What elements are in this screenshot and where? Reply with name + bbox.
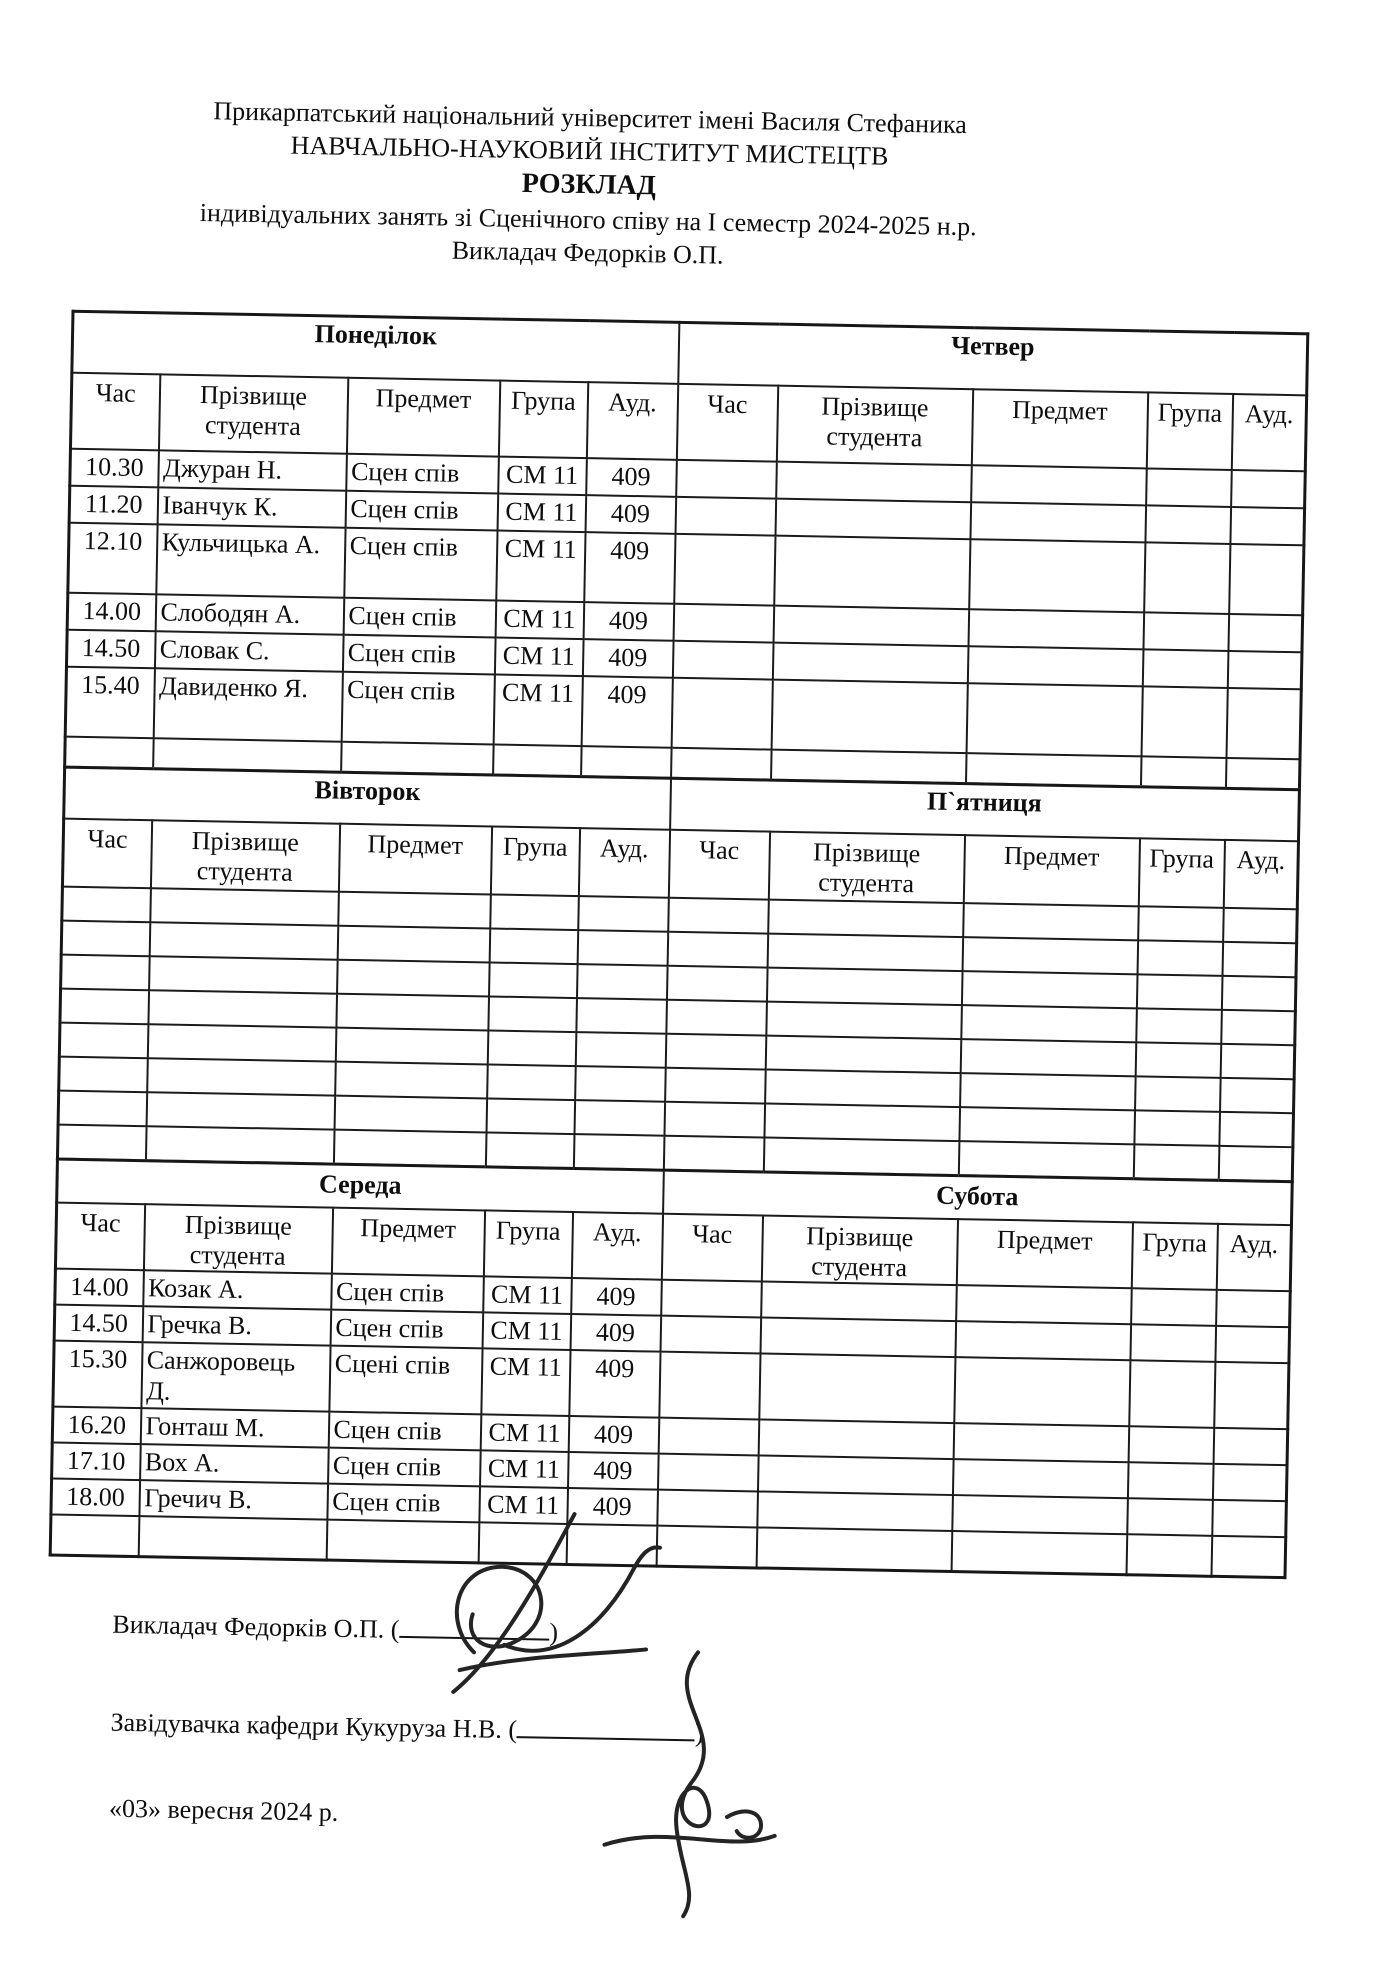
- col-header-student: Прізвище студента: [776, 386, 972, 466]
- cell-empty: [1223, 908, 1298, 943]
- col-header-group: Група: [498, 381, 587, 459]
- cell-empty: [573, 1134, 664, 1170]
- cell-empty: [1128, 1427, 1214, 1465]
- cell-time: 10.30: [70, 449, 159, 488]
- cell-empty: [958, 1141, 1134, 1178]
- cell-group: СМ 11: [479, 1487, 568, 1525]
- cell-empty: [341, 742, 494, 775]
- signature-underline: [399, 1636, 549, 1641]
- cell-empty: [658, 1454, 759, 1492]
- cell-empty: [666, 1000, 767, 1036]
- university-name: Прикарпатський національний університет імені Василя Стефаника: [213, 96, 968, 140]
- col-header-time: Час: [55, 1203, 144, 1271]
- day-title-wednesday: Середа: [57, 1159, 664, 1214]
- head-signature: [575, 1638, 800, 1922]
- cell-room: 409: [569, 1350, 660, 1418]
- cell-empty: [672, 641, 773, 680]
- cell-empty: [1146, 469, 1232, 508]
- cell-empty: [968, 609, 1144, 649]
- cell-empty: [1226, 688, 1301, 759]
- cell-empty: [657, 1490, 758, 1528]
- cell-group: СМ 11: [483, 1277, 572, 1315]
- cell-empty: [969, 539, 1145, 612]
- cell-group: СМ 11: [495, 601, 584, 640]
- cell-room: 409: [583, 602, 674, 641]
- col-header-room: Ауд.: [571, 1212, 662, 1280]
- cell-empty: [581, 746, 672, 778]
- cell-empty: [148, 990, 337, 1027]
- cell-empty: [1219, 1112, 1294, 1147]
- cell-time: 11.20: [69, 486, 158, 525]
- cell-empty: [1126, 1535, 1212, 1577]
- cell-empty: [574, 1100, 665, 1136]
- table-tuesday-friday: [56, 765, 1301, 1183]
- document-subtitle: індивідуальних занять зі Сценічного співу на І семестр 2024-2025 н.р.: [199, 197, 977, 241]
- cell-empty: [766, 1002, 962, 1040]
- col-header-group: Група: [1131, 1222, 1217, 1290]
- cell-empty: [575, 1066, 666, 1102]
- col-header-time: Час: [676, 384, 777, 462]
- institute-name: НАВЧАЛЬНО-НАУКОВИЙ ІНСТИТУТ МИСТЕЦТВ: [290, 130, 889, 171]
- cell-group: СМ 11: [481, 1349, 570, 1417]
- cell-room: 409: [568, 1452, 659, 1490]
- cell-empty: [1138, 906, 1224, 942]
- cell-empty: [953, 1459, 1129, 1498]
- cell-empty: [668, 898, 769, 934]
- teacher-line: Викладач Федорків О.П.: [451, 235, 724, 270]
- cell-empty: [1215, 1326, 1290, 1363]
- cell-empty: [661, 1280, 762, 1318]
- teacher-sign-label: Викладач Федорків О.П. (: [112, 1609, 400, 1644]
- cell-empty: [1133, 1144, 1219, 1180]
- col-header-room: Ауд.: [1216, 1224, 1291, 1292]
- cell-empty: [577, 930, 668, 966]
- cell-empty: [1222, 942, 1297, 977]
- cell-subject: Сцен спів: [343, 598, 496, 638]
- cell-room: 409: [567, 1488, 658, 1526]
- col-header-time: Час: [661, 1214, 762, 1282]
- cell-student-name: Гонташ М.: [140, 1409, 329, 1448]
- cell-empty: [1213, 1428, 1288, 1465]
- col-header-subject: Предмет: [963, 835, 1139, 906]
- cell-time: 14.00: [55, 1269, 144, 1307]
- cell-room: 409: [585, 495, 676, 534]
- cell-empty: [493, 745, 582, 777]
- cell-empty: [486, 1099, 575, 1135]
- cell-empty: [1212, 1464, 1287, 1501]
- cell-time: 14.00: [67, 593, 156, 632]
- cell-group: СМ 11: [498, 457, 587, 496]
- cell-empty: [765, 1070, 961, 1108]
- cell-empty: [145, 1126, 334, 1163]
- cell-empty: [333, 1130, 486, 1167]
- cell-empty: [334, 1096, 487, 1133]
- cell-empty: [1135, 1042, 1221, 1078]
- cell-empty: [953, 1423, 1129, 1462]
- cell-empty: [961, 971, 1137, 1008]
- cell-empty: [951, 1531, 1127, 1574]
- cell-empty: [150, 888, 339, 925]
- cell-empty: [767, 934, 963, 972]
- head-sign-close: ): [694, 1718, 704, 1748]
- cell-empty: [489, 963, 578, 999]
- cell-subject: Сцен спів: [328, 1448, 481, 1487]
- cell-empty: [771, 680, 967, 754]
- cell-empty: [675, 497, 776, 536]
- cell-empty: [959, 1107, 1135, 1144]
- cell-empty: [335, 1062, 488, 1099]
- cell-empty: [62, 887, 151, 923]
- cell-empty: [1231, 470, 1306, 508]
- document-header: [72, 92, 1105, 278]
- cell-empty: [955, 1321, 1131, 1360]
- cell-empty: [147, 1024, 336, 1061]
- cell-empty: [967, 646, 1143, 686]
- cell-empty: [337, 926, 490, 963]
- day-title-friday: П`ятниця: [670, 778, 1300, 842]
- cell-room: 409: [582, 639, 673, 678]
- cell-empty: [566, 1524, 657, 1566]
- cell-empty: [1221, 1010, 1296, 1045]
- cell-empty: [58, 1091, 147, 1127]
- cell-empty: [485, 1133, 574, 1169]
- cell-empty: [673, 604, 774, 643]
- col-header-room: Ауд.: [1223, 840, 1298, 909]
- cell-group: СМ 11: [496, 531, 585, 603]
- document-title: РОЗКЛАД: [521, 167, 657, 202]
- cell-empty: [1144, 543, 1230, 615]
- cell-empty: [489, 929, 578, 965]
- cell-empty: [1211, 1536, 1286, 1577]
- cell-group: СМ 11: [497, 494, 586, 533]
- col-header-room: Ауд.: [1231, 394, 1306, 471]
- cell-empty: [665, 1068, 766, 1104]
- cell-empty: [576, 964, 667, 1000]
- cell-empty: [1225, 758, 1300, 789]
- cell-student-name: Козак А.: [143, 1271, 332, 1310]
- col-header-subject: Предмет: [956, 1219, 1132, 1289]
- cell-empty: [1220, 1044, 1295, 1079]
- cell-empty: [756, 1528, 952, 1572]
- cell-empty: [147, 1058, 336, 1095]
- cell-room: 409: [586, 458, 677, 497]
- cell-empty: [952, 1495, 1128, 1534]
- cell-empty: [1135, 1076, 1221, 1112]
- cell-room: 409: [571, 1278, 662, 1316]
- cell-student-name: Джуран Н.: [158, 450, 347, 490]
- col-header-student: Прізвище студента: [158, 374, 347, 453]
- cell-time: 14.50: [54, 1305, 143, 1343]
- col-header-group: Група: [1146, 393, 1232, 471]
- cell-subject: Сцен спів: [331, 1274, 484, 1313]
- day-title-saturday: Субота: [663, 1170, 1293, 1226]
- cell-empty: [1229, 544, 1304, 615]
- cell-empty: [61, 955, 150, 991]
- cell-empty: [1220, 1078, 1295, 1113]
- cell-empty: [1218, 1146, 1293, 1181]
- cell-empty: [1212, 1500, 1287, 1537]
- cell-subject: Сцені спів: [329, 1346, 482, 1415]
- day-title-monday: Понеділок: [72, 311, 679, 384]
- cell-student-name: Давиденко Я.: [153, 668, 342, 741]
- cell-empty: [774, 536, 970, 610]
- cell-empty: [1137, 940, 1223, 976]
- signature-underline: [517, 1736, 695, 1741]
- cell-subject: Сцен спів: [328, 1412, 481, 1451]
- cell-subject: Сцен спів: [330, 1310, 483, 1349]
- cell-empty: [775, 499, 971, 540]
- cell-empty: [664, 1102, 765, 1138]
- cell-empty: [336, 994, 489, 1031]
- col-header-subject: Предмет: [338, 824, 491, 895]
- cell-empty: [758, 1420, 954, 1460]
- cell-empty: [1145, 506, 1231, 545]
- cell-empty: [966, 683, 1142, 756]
- cell-empty: [576, 998, 667, 1034]
- cell-group: СМ 11: [480, 1451, 569, 1489]
- cell-empty: [1142, 649, 1228, 688]
- cell-subject: Сцен спів: [327, 1484, 480, 1523]
- cell-empty: [764, 1104, 960, 1142]
- cell-empty: [773, 606, 969, 647]
- cell-time: 18.00: [51, 1479, 140, 1517]
- cell-empty: [487, 1065, 576, 1101]
- col-header-room: Ауд.: [578, 828, 669, 898]
- col-header-time: Час: [62, 819, 151, 889]
- cell-empty: [1227, 651, 1302, 689]
- cell-subject: Сцен спів: [342, 635, 495, 675]
- cell-subject: Сцен спів: [345, 491, 498, 531]
- cell-time: 17.10: [52, 1443, 141, 1481]
- cell-empty: [666, 966, 767, 1002]
- cell-time: 14.50: [66, 630, 155, 669]
- col-header-group: Група: [490, 827, 579, 897]
- cell-room: 409: [568, 1416, 659, 1454]
- cell-empty: [575, 1032, 666, 1068]
- cell-empty: [656, 1526, 757, 1568]
- cell-empty: [760, 1318, 956, 1358]
- cell-empty: [326, 1520, 479, 1563]
- cell-empty: [960, 1073, 1136, 1110]
- cell-subject: Сцен спів: [344, 528, 497, 601]
- cell-empty: [1230, 507, 1305, 545]
- col-header-student: Прізвище студента: [761, 1216, 957, 1286]
- cell-empty: [956, 1285, 1132, 1324]
- cell-room: 409: [584, 532, 675, 604]
- cell-empty: [1216, 1290, 1291, 1327]
- cell-student-name: Іванчук К.: [157, 487, 346, 527]
- cell-student-name: Слободян А.: [155, 594, 344, 634]
- cell-group: СМ 11: [482, 1313, 571, 1351]
- table-wednesday-saturday: [49, 1157, 1294, 1579]
- cell-empty: [757, 1492, 953, 1532]
- cell-empty: [768, 900, 964, 938]
- cell-empty: [667, 932, 768, 968]
- cell-empty: [963, 903, 1139, 940]
- cell-empty: [1228, 614, 1303, 652]
- col-header-subject: Предмет: [971, 389, 1147, 468]
- cell-empty: [1134, 1110, 1220, 1146]
- cell-empty: [954, 1357, 1130, 1426]
- cell-time: 12.10: [68, 523, 157, 595]
- cell-empty: [490, 895, 579, 931]
- cell-empty: [1221, 976, 1296, 1011]
- cell-empty: [1130, 1325, 1216, 1363]
- cell-empty: [1131, 1289, 1217, 1327]
- cell-empty: [665, 1034, 766, 1070]
- col-header-room: Ауд.: [586, 382, 677, 460]
- cell-subject: Сцен спів: [346, 454, 499, 494]
- cell-empty: [766, 968, 962, 1006]
- cell-empty: [1141, 686, 1227, 758]
- signature-block: [109, 1610, 1348, 1847]
- cell-empty: [1214, 1362, 1289, 1429]
- cell-empty: [57, 1125, 146, 1161]
- col-header-subject: Предмет: [346, 378, 499, 457]
- cell-empty: [61, 921, 150, 957]
- cell-empty: [971, 465, 1147, 505]
- cell-empty: [776, 462, 972, 503]
- col-header-time: Час: [668, 830, 769, 900]
- cell-empty: [772, 643, 968, 684]
- cell-empty: [759, 1354, 955, 1424]
- cell-empty: [338, 892, 491, 929]
- cell-empty: [765, 1036, 961, 1074]
- cell-time: 15.30: [53, 1341, 142, 1409]
- cell-time: 16.20: [52, 1407, 141, 1445]
- cell-empty: [658, 1418, 759, 1456]
- cell-empty: [488, 997, 577, 1033]
- cell-room: 409: [581, 676, 672, 748]
- cell-empty: [335, 1028, 488, 1065]
- date-line: «03» вересня 2024 р.: [108, 1793, 339, 1827]
- cell-empty: [1141, 756, 1227, 788]
- cell-empty: [146, 1092, 335, 1129]
- cell-empty: [149, 956, 338, 993]
- cell-empty: [763, 1138, 959, 1176]
- cell-empty: [970, 502, 1146, 542]
- teacher-sign-close: ): [549, 1617, 559, 1647]
- cell-empty: [60, 989, 149, 1025]
- cell-empty: [1127, 1499, 1213, 1537]
- cell-empty: [962, 937, 1138, 974]
- col-header-student: Прізвище студента: [143, 1204, 332, 1274]
- cell-room: 409: [570, 1314, 661, 1352]
- cell-empty: [676, 460, 777, 499]
- cell-empty: [65, 737, 154, 769]
- cell-empty: [50, 1515, 139, 1557]
- cell-empty: [337, 960, 490, 997]
- cell-group: СМ 11: [493, 675, 582, 747]
- cell-student-name: Гречич В.: [139, 1481, 328, 1520]
- cell-group: СМ 11: [494, 638, 583, 677]
- cell-empty: [149, 922, 338, 959]
- cell-empty: [674, 534, 775, 606]
- day-title-tuesday: Вівторок: [64, 767, 671, 830]
- cell-empty: [578, 896, 669, 932]
- cell-student-name: Кульчицька А.: [156, 524, 345, 597]
- col-header-group: Група: [483, 1211, 572, 1279]
- cell-empty: [59, 1057, 148, 1093]
- cell-empty: [1136, 1008, 1222, 1044]
- cell-student-name: Словак С.: [154, 631, 343, 671]
- cell-empty: [487, 1031, 576, 1067]
- cell-empty: [1143, 613, 1229, 652]
- cell-subject: Сцен спів: [341, 672, 494, 745]
- col-header-subject: Предмет: [331, 1208, 484, 1277]
- col-header-group: Група: [1138, 838, 1224, 908]
- cell-empty: [671, 748, 772, 780]
- cell-empty: [138, 1517, 327, 1560]
- table-monday-thursday: [63, 309, 1309, 791]
- cell-empty: [960, 1039, 1136, 1076]
- col-header-time: Час: [70, 373, 159, 451]
- cell-empty: [663, 1136, 764, 1172]
- cell-empty: [758, 1456, 954, 1496]
- day-title-thursday: Четвер: [678, 322, 1308, 396]
- cell-empty: [1136, 974, 1222, 1010]
- cell-empty: [478, 1523, 567, 1565]
- cell-student-name: Гречка В.: [142, 1307, 331, 1346]
- teacher-signature-row: [112, 1610, 1347, 1669]
- cell-empty: [761, 1282, 957, 1322]
- col-header-student: Прізвище студента: [150, 820, 339, 891]
- head-sign-label: Завідувачка кафедри Кукуруза Н.В. (: [110, 1707, 518, 1745]
- cell-group: СМ 11: [480, 1415, 569, 1453]
- cell-empty: [1129, 1361, 1215, 1429]
- head-signature-row: [110, 1708, 1345, 1767]
- cell-student-name: Санжоровець Д.: [141, 1343, 330, 1412]
- cell-time: 15.40: [65, 667, 154, 739]
- cell-empty: [671, 678, 772, 750]
- col-header-student: Прізвище студента: [768, 832, 964, 904]
- cell-empty: [1127, 1463, 1213, 1501]
- cell-empty: [659, 1352, 760, 1420]
- cell-empty: [59, 1023, 148, 1059]
- cell-student-name: Вох А.: [140, 1445, 329, 1484]
- cell-empty: [961, 1005, 1137, 1042]
- cell-empty: [660, 1316, 761, 1354]
